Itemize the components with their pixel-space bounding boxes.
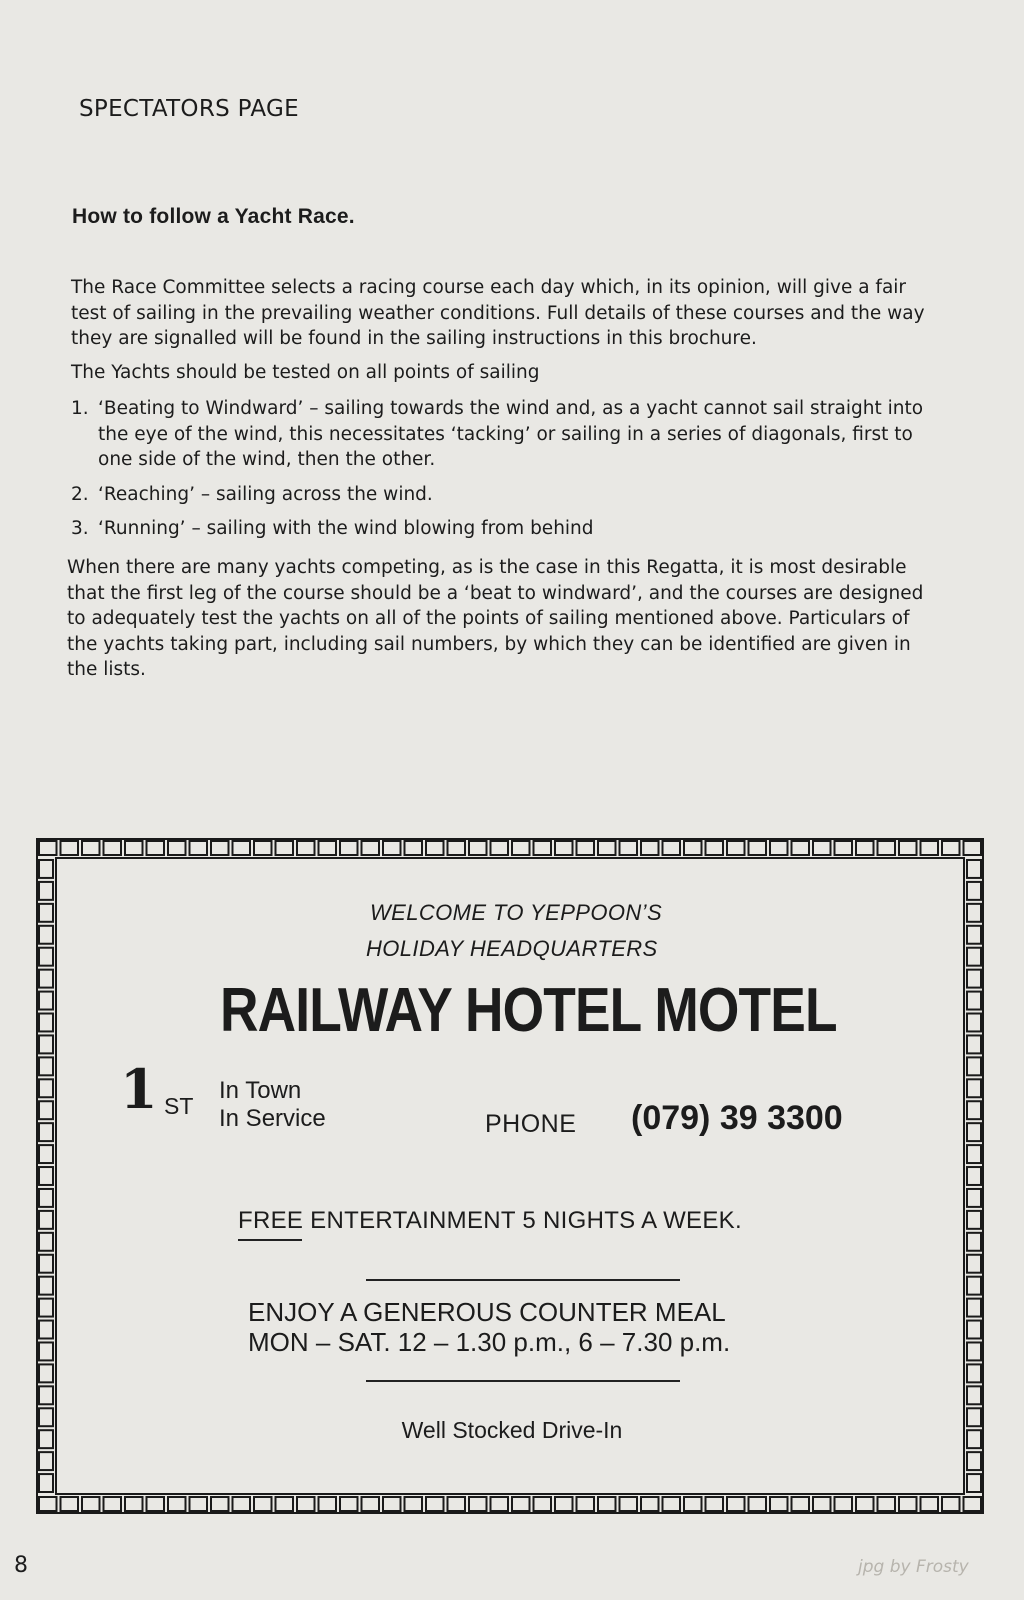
meal-hours: MON – SAT. 12 – 1.30 p.m., 6 – 7.30 p.m. (248, 1327, 731, 1357)
list-item (71, 516, 941, 542)
intro-paragraph: The Race Committee selects a racing course each day which, in its opinion, will give a fair test of sailing in the prevailing weather conditions. Full details of these courses and the way they are signalled will be found in the sailing instructions in this brochure. (71, 277, 925, 349)
meal-line-1: ENJOY A GENEROUS COUNTER MEAL (248, 1297, 726, 1327)
divider-rule (366, 1279, 680, 1281)
list-item-number: 2. (71, 483, 89, 505)
service-line-2: In Service (219, 1105, 326, 1132)
phone-label: PHONE (485, 1110, 577, 1138)
regatta-paragraph: When there are many yachts competing, as is the case in this Regatta, it is most desirable that the first leg of the course should be a ‘beat to windward’, and the courses are designed to adequately test the yachts on all of the points of sailing mentioned above. Particulars of the yachts taking part, including sail numbers, by which they can be identified are given in the lists. (67, 557, 924, 680)
article-title: How to follow a Yacht Race. (72, 205, 355, 228)
list-item-text: ‘Running’ – sailing with the wind blowing from behind (98, 518, 594, 539)
welcome-line-2: HOLIDAY HEADQUARTERS (366, 936, 658, 961)
meal-info (248, 1297, 730, 1357)
page-number: 8 (14, 1553, 28, 1578)
free-word: FREE (238, 1207, 304, 1234)
page-header: SPECTATORS PAGE (79, 96, 299, 122)
divider-rule (366, 1380, 680, 1382)
list-item-number: 1. (71, 398, 89, 419)
list-item-text: ‘Reaching’ – sailing across the wind. (98, 483, 433, 505)
list-item-number: 3. (71, 518, 89, 539)
scan-credit: jpg by Frosty (858, 1557, 969, 1577)
list-item (71, 482, 941, 508)
free-underline (238, 1239, 302, 1241)
service-line-1: In Town (219, 1077, 302, 1104)
entertainment-line (238, 1207, 742, 1235)
list-item (71, 396, 941, 473)
drive-in-line: Well Stocked Drive-In (401, 1417, 623, 1443)
hotel-name: RAILWAY HOTEL MOTEL (220, 976, 837, 1045)
first-suffix: ST (164, 1093, 194, 1119)
welcome-line-1: WELCOME TO YEPPOON’S (370, 900, 663, 925)
service-lines (219, 1077, 326, 1133)
points-of-sailing-list (71, 396, 941, 551)
phone-number: (079) 39 3300 (631, 1099, 843, 1137)
list-item-text: ‘Beating to Windward’ – sailing towards the wind and, as a yacht cannot sail straight into the eye of the wind, this necessitates ‘tacking’ or sailing in a series of diagonals, first to one side of the wind, then the other. (98, 398, 924, 470)
first-number: 1 (120, 1057, 158, 1121)
points-intro: The Yachts should be tested on all points of sailing (71, 362, 540, 383)
entertainment-text: ENTERTAINMENT 5 NIGHTS A WEEK. (303, 1207, 742, 1234)
